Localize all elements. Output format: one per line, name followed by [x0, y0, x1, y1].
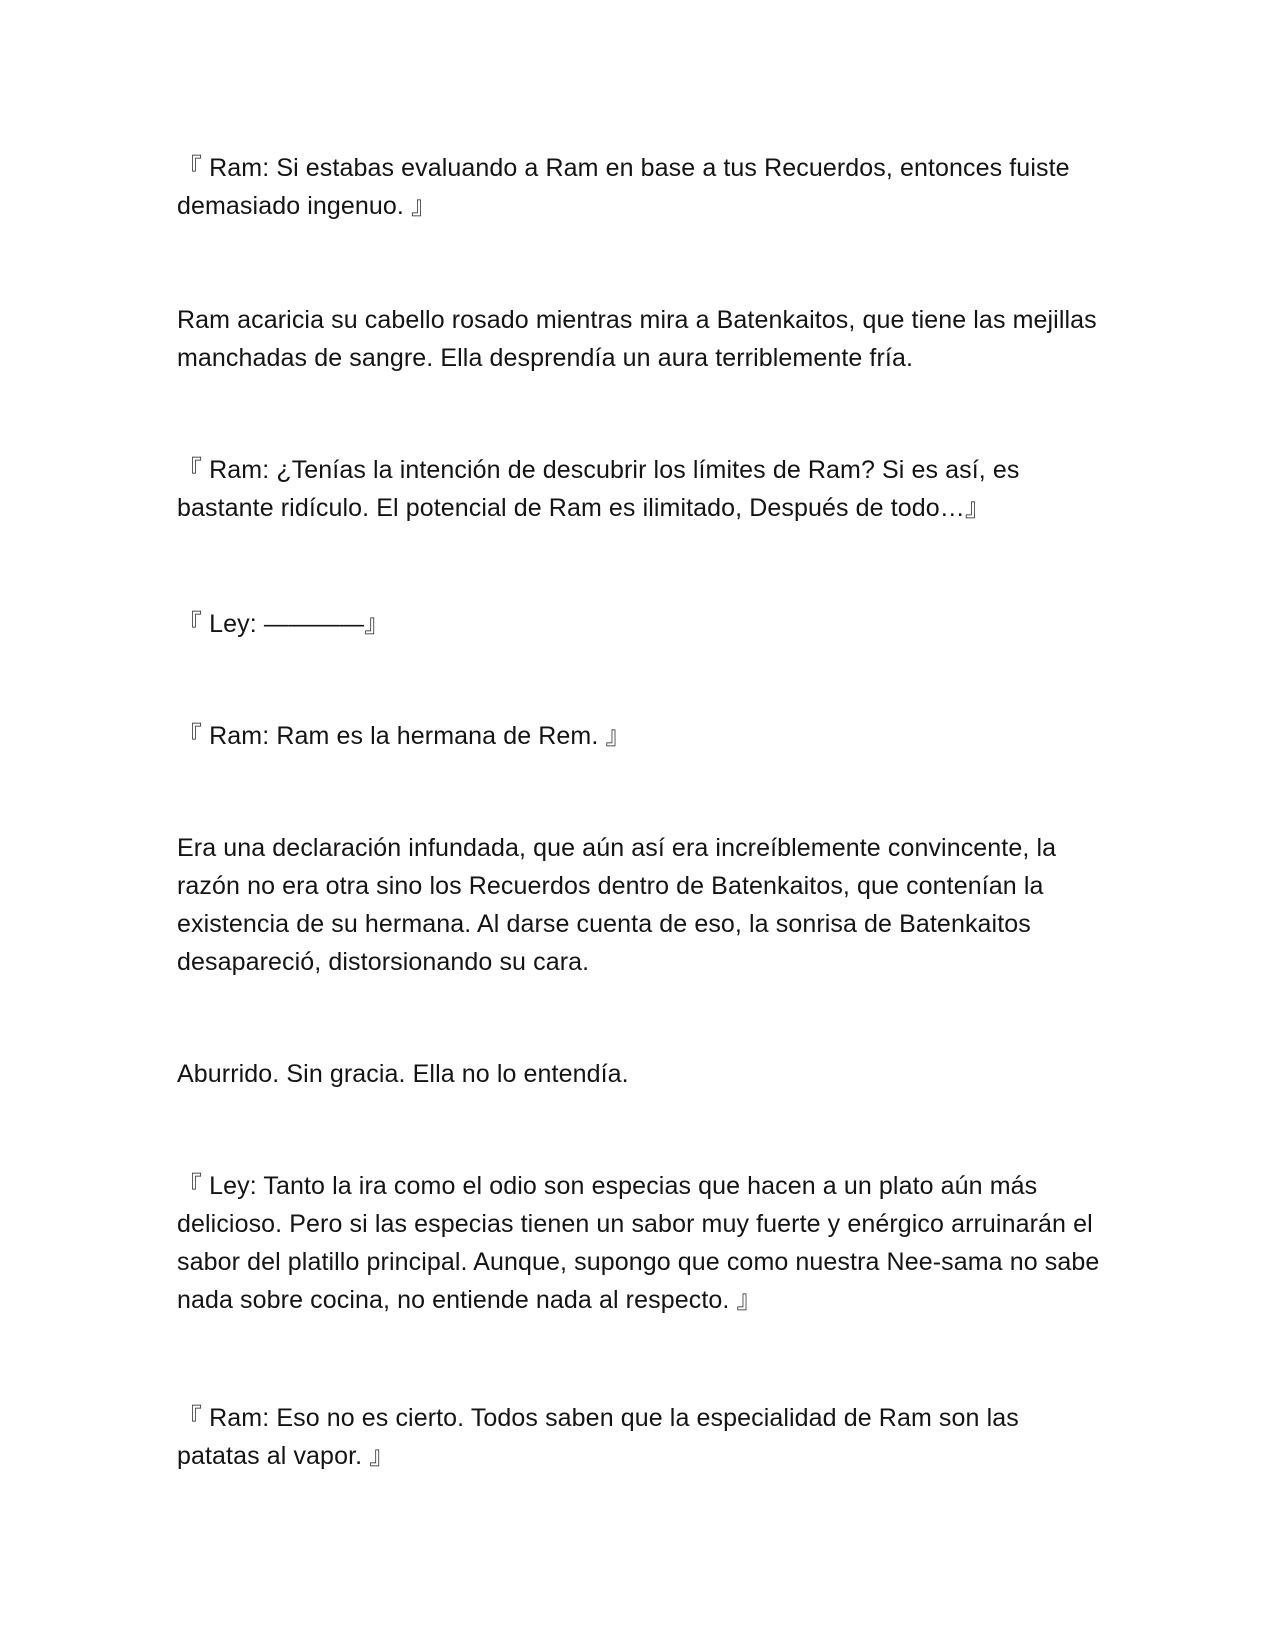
- paragraph-narration-2: Era una declaración infundada, que aún así era increíblemente convincente, la razón no era otra sino los Recuerdos dentro de Batenkaitos, que contenían la existencia de su hermana. Al darse cuenta de eso, la sonrisa de Batenkaitos desapareció, distorsionando su cara.: [177, 834, 1064, 976]
- paragraph-ley-dialogue-1: 『 Ley: ————』: [177, 610, 390, 638]
- paragraph-narration-1: Ram acaricia su cabello rosado mientras mira a Batenkaitos, que tiene las mejillas manchadas de sangre. Ella desprendía un aura terriblemente fría.: [177, 306, 1104, 372]
- paragraph-narration-3: Aburrido. Sin gracia. Ella no lo entendía.: [177, 1060, 629, 1088]
- paragraph-ley-dialogue-2: 『 Ley: Tanto la ira como el odio son especias que hacen a un plato aún más delicioso. Pero si las especias tienen un sabor muy fuerte y enérgico arruinarán el sabor del platillo principal. Aunque, supongo que como nuestra Nee-sama no sabe nada sobre cocina, no entiende nada al respecto. 』: [177, 1172, 1107, 1314]
- paragraph-ram-dialogue-1: 『 Ram: Si estabas evaluando a Ram en base a tus Recuerdos, entonces fuiste demasiado ingenuo. 』: [177, 154, 1077, 220]
- paragraph-ram-dialogue-3: 『 Ram: Ram es la hermana de Rem. 』: [177, 722, 631, 750]
- paragraph-ram-dialogue-4: 『 Ram: Eso no es cierto. Todos saben que la especialidad de Ram son las patatas al vapor. 』: [177, 1404, 1026, 1470]
- paragraph-ram-dialogue-2: 『 Ram: ¿Tenías la intención de descubrir los límites de Ram? Si es así, es bastante ridículo. El potencial de Ram es ilimitado, Después de todo…』: [177, 456, 1027, 522]
